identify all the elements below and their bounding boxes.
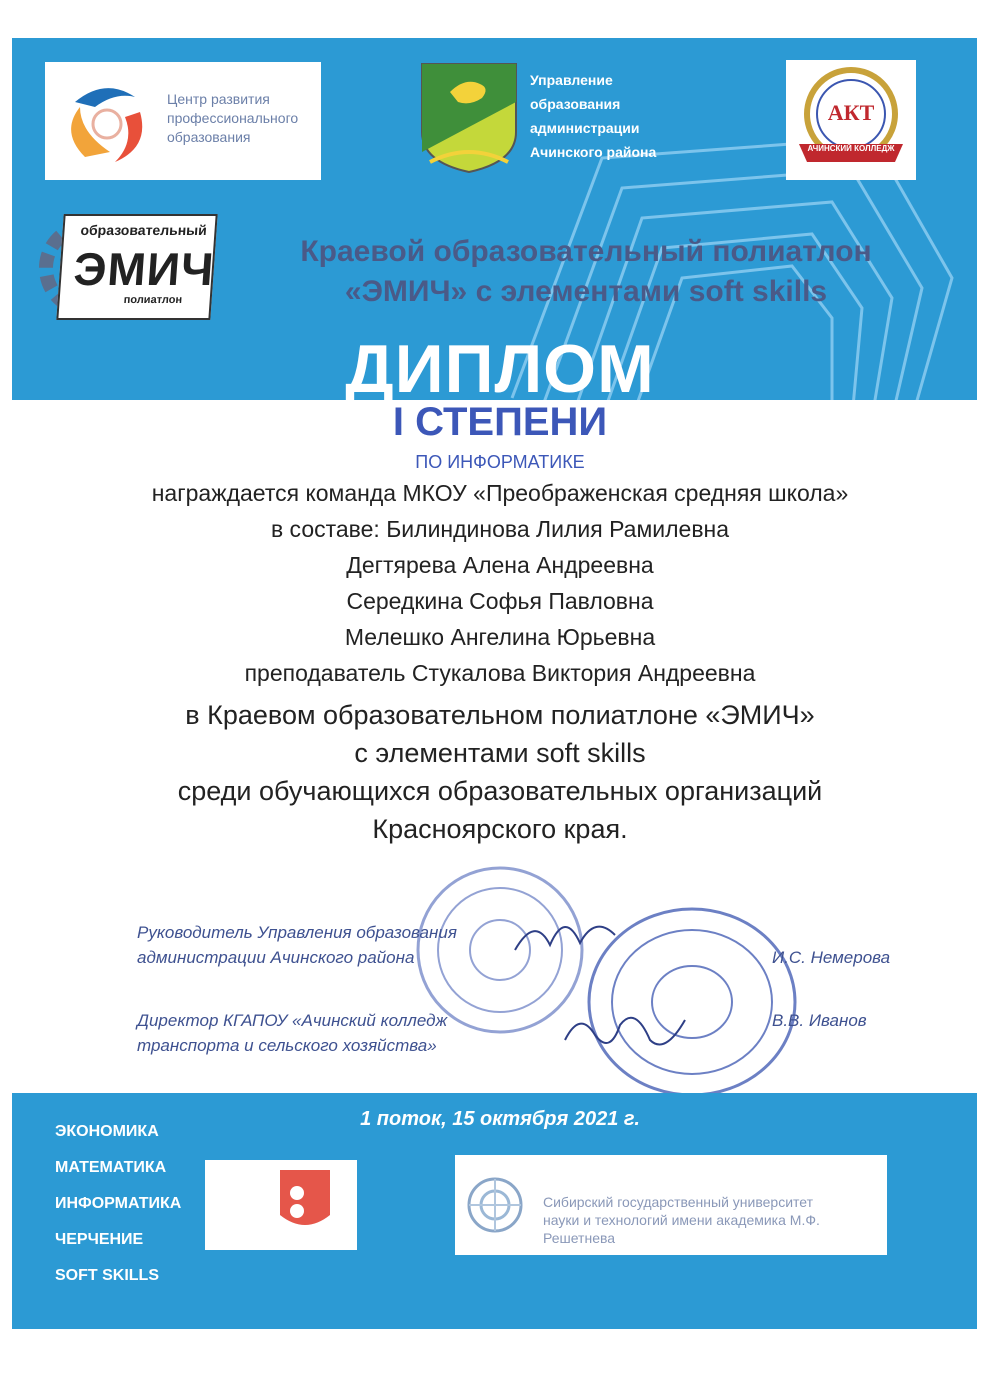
member-line: Мелешко Ангелина Юрьевна <box>344 624 656 650</box>
management-line: Управление <box>530 72 613 88</box>
award-line: награждается команда МКОУ «Преображенская средняя школа» <box>151 480 849 506</box>
event-title <box>236 232 936 312</box>
college-logo <box>786 60 916 180</box>
university-line: Сибирский государственный университет <box>543 1194 813 1210</box>
diploma-title: ДИПЛОМ <box>345 331 655 407</box>
event-date: 1 поток, 15 октября 2021 г. <box>360 1108 640 1130</box>
college-badge: АЧИНСКИЙ КОЛЛЕДЖ <box>807 144 895 153</box>
partner1-line: образования <box>167 129 251 145</box>
signature-icon <box>510 905 620 965</box>
subject-item: ЧЕРЧЕНИЕ <box>55 1231 144 1248</box>
event-line: Красноярского края. <box>372 814 628 844</box>
management-line: образования <box>530 96 621 112</box>
signature-position-line: администрации Ачинского района <box>137 948 415 967</box>
signature-name-1: И.С. Немерова <box>772 948 891 967</box>
management-line: администрации <box>530 120 640 136</box>
event-line: среди обучающихся образовательных организаций <box>177 776 823 806</box>
event-title-line: Краевой образовательный полиатлон <box>300 235 872 268</box>
subject-item: SOFT SKILLS <box>55 1267 159 1284</box>
event-title-line: «ЭМИЧ» с элементами soft skills <box>344 275 828 308</box>
member-line: Дегтярева Алена Андреевна <box>346 552 654 578</box>
event-line: с элементами soft skills <box>354 738 646 768</box>
teacher-line: преподаватель Стукалова Виктория Андреевна <box>244 660 756 686</box>
emich-logo-bottom: полиатлон <box>123 294 183 306</box>
management-title <box>530 68 656 164</box>
emich-logo-top: образовательный <box>80 222 208 238</box>
partner-logo-red <box>205 1160 357 1250</box>
partner1-line: Центр развития <box>167 91 270 107</box>
signature-position-line: транспорта и сельского хозяйства» <box>137 1036 437 1055</box>
signature-position-1 <box>137 920 457 970</box>
university-logo <box>455 1155 887 1255</box>
partner1-line: профессионального <box>167 110 299 126</box>
svg-text:АКТ: АКТ <box>827 100 875 125</box>
subject-item: ЭКОНОМИКА <box>55 1123 159 1140</box>
university-line: науки и технологий имени академика М.Ф. Решетнева <box>543 1212 820 1246</box>
event-line: в Краевом образовательном полиатлоне «ЭМИЧ» <box>185 700 815 730</box>
coat-of-arms-icon <box>420 62 518 174</box>
emich-logo-main: ЭМИЧ <box>72 243 217 295</box>
university-emblem-icon <box>463 1173 527 1237</box>
signature-position-2 <box>137 1008 447 1058</box>
member-line: в составе: Билиндинова Лилия Рамилевна <box>270 516 730 542</box>
subject-item: ИНФОРМАТИКА <box>55 1195 182 1212</box>
member-line: Середкина Софья Павловна <box>346 588 654 614</box>
red-logo-icon <box>275 1165 335 1235</box>
signature-position-line: Директор КГАПОУ «Ачинский колледж <box>137 1011 448 1030</box>
college-emblem-icon <box>791 62 911 178</box>
subject-item: МАТЕМАТИКА <box>55 1159 167 1176</box>
diploma-subject: ПО ИНФОРМАТИКЕ <box>415 452 585 472</box>
university-name <box>543 1193 887 1247</box>
swirl-icon <box>55 72 155 172</box>
signature-position-line: Руководитель Управления образования <box>137 923 457 942</box>
management-line: Ачинского района <box>530 144 657 160</box>
partner-logo-development-center <box>45 62 321 180</box>
emich-logo <box>56 214 217 320</box>
signature-name-2: В.В. Иванов <box>772 1011 867 1030</box>
signature-icon <box>560 1000 690 1060</box>
diploma-degree: I СТЕПЕНИ <box>392 400 608 444</box>
